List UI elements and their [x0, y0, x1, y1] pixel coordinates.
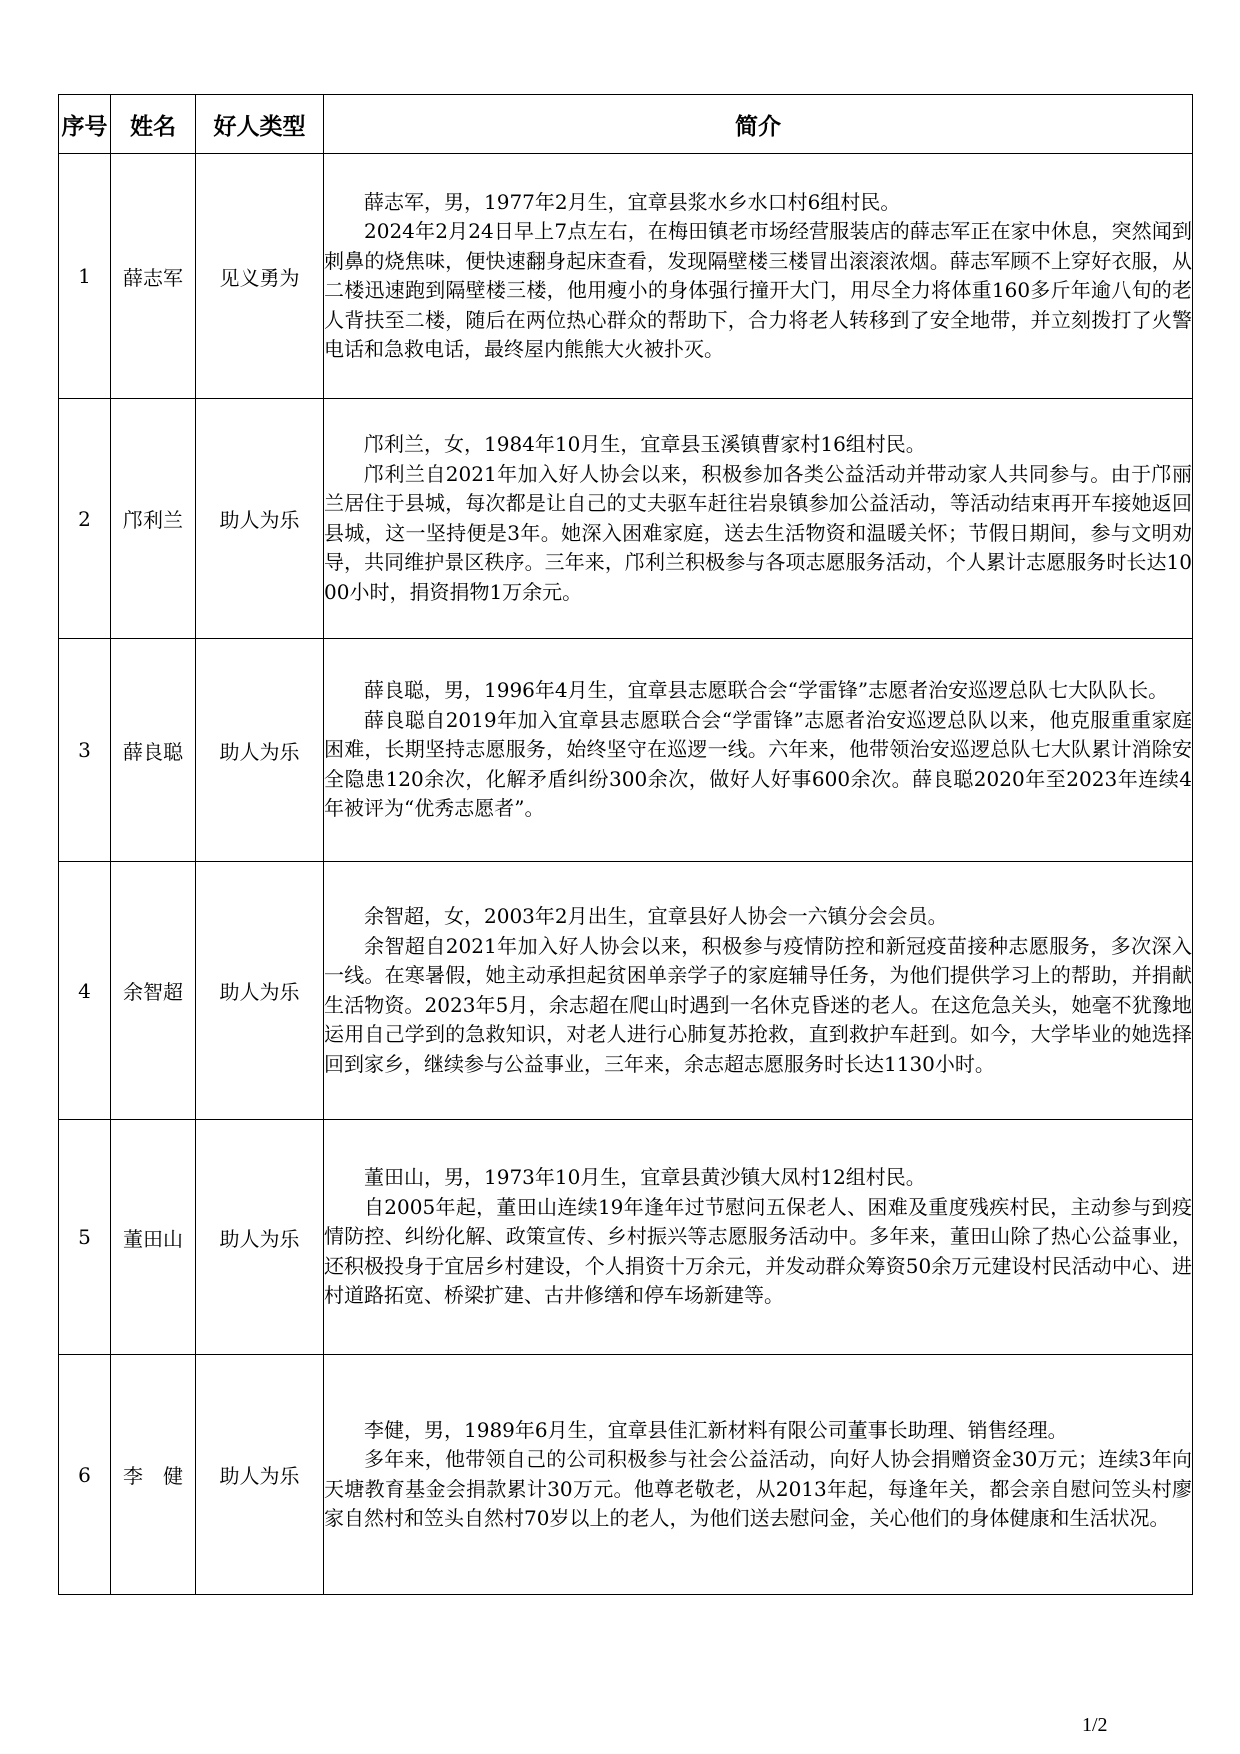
bio-paragraph: 薛良聪，男，1996年4月生，宜章县志愿联合会“学雷锋”志愿者治安巡逻总队七大队队长。 [364, 678, 1169, 703]
header-name: 姓名 [111, 95, 196, 154]
bio-paragraph: 多年来，他带领自己的公司积极参与社会公益活动，向好人协会捐赠资金30万元；连续3年向天塘教育基金会捐款累计30万元。他尊老敬老，从2013年起，每逢年关，都会亲自慰问笠头村廖家自然村和笠头自然村70岁以上的老人，为他们送去慰问金，关心他们的身体健康和生活状况。 [324, 1447, 1192, 1530]
bio-paragraph: 邝利兰自2021年加入好人协会以来，积极参加各类公益活动并带动家人共同参与。由于邝丽兰居住于县城，每次都是让自己的丈夫驱车赶往岩泉镇参加公益活动，等活动结束再开车接她返回县城，这一坚持便是3年。她深入困难家庭，送去生活物资和温暖关怀；节假日期间，参与文明劝导，共同维护景区秩序。三年来，邝利兰积极参与各项志愿服务活动，个人累计志愿服务时长达1000小时，捐资捐物1万余元。 [324, 461, 1192, 604]
row-type: 助人为乐 [196, 862, 324, 1120]
table-row [59, 639, 1193, 862]
bio-paragraph: 邝利兰，女，1984年10月生，宜章县玉溪镇曹家村16组村民。 [364, 432, 926, 456]
bio-paragraph: 薛志军，男，1977年2月生，宜章县浆水乡水口村6组村民。 [364, 189, 901, 214]
row-name: 薛志军 [111, 154, 196, 399]
table-row [59, 1355, 1193, 1595]
bio-paragraph: 薛良聪自2019年加入宜章县志愿联合会“学雷锋”志愿者治安巡逻总队以来，他克服重重家庭困难，长期坚持志愿服务，始终坚守在巡逻一线。六年来，他带领治安巡逻总队七大队累计消除安全隐患120余次，化解矛盾纠纷300余次，做好人好事600余次。薛良聪2020年至2023年连续4年被评为“优秀志愿者”。 [324, 707, 1192, 821]
row-name: 李 健 [111, 1355, 196, 1595]
header-bio: 简介 [324, 95, 1193, 154]
row-name: 邝利兰 [111, 399, 196, 639]
row-index: 1 [59, 154, 111, 399]
row-index: 5 [59, 1120, 111, 1355]
page-number: 1/2 [1082, 1714, 1108, 1736]
bio-paragraph: 自2005年起，董田山连续19年逢年过节慰问五保老人、困难及重度残疾村民，主动参与到疫情防控、纠纷化解、政策宣传、乡村振兴等志愿服务活动中。多年来，董田山除了热心公益事业，还积极投身于宜居乡村建设，个人捐资十万余元，并发动群众筹资50余万元建设村民活动中心、进村道路拓宽、桥梁扩建、古井修缮和停车场新建等。 [324, 1194, 1192, 1308]
row-index: 3 [59, 639, 111, 862]
row-index: 4 [59, 862, 111, 1120]
row-type: 助人为乐 [196, 1355, 324, 1595]
bio-paragraph: 董田山，男，1973年10月生，宜章县黄沙镇大凤村12组村民。 [364, 1165, 926, 1190]
row-bio [324, 862, 1193, 1120]
row-bio [324, 1120, 1193, 1355]
roster-table [58, 94, 1193, 1595]
row-bio [324, 639, 1193, 862]
row-bio [324, 399, 1193, 639]
bio-paragraph: 李健，男，1989年6月生，宜章县佳汇新材料有限公司董事长助理、销售经理。 [364, 1417, 1068, 1442]
row-type: 见义勇为 [196, 154, 324, 399]
bio-paragraph: 余智超自2021年加入好人协会以来，积极参与疫情防控和新冠疫苗接种志愿服务，多次深入一线。在寒暑假，她主动承担起贫困单亲学子的家庭辅导任务，为他们提供学习上的帮助，并捐献生活物资。2023年5月，余志超在爬山时遇到一名休克昏迷的老人。在这危急关头，她毫不犹豫地运用自己学到的急救知识，对老人进行心肺复苏抢救，直到救护车赶到。如今，大学毕业的她选择回到家乡，继续参与公益事业，三年来，余志超志愿服务时长达1130小时。 [324, 933, 1192, 1076]
row-type: 助人为乐 [196, 639, 324, 862]
header-row [59, 95, 1193, 154]
row-index: 2 [59, 399, 111, 639]
row-name: 余智超 [111, 862, 196, 1120]
row-bio [324, 154, 1193, 399]
table-row [59, 399, 1193, 639]
row-name: 薛良聪 [111, 639, 196, 862]
table-row [59, 1120, 1193, 1355]
header-type: 好人类型 [196, 95, 324, 154]
row-bio [324, 1355, 1193, 1595]
bio-paragraph: 余智超，女，2003年2月出生，宜章县好人协会一六镇分会会员。 [364, 904, 948, 928]
row-index: 6 [59, 1355, 111, 1595]
bio-paragraph: 2024年2月24日早上7点左右，在梅田镇老市场经营服装店的薛志军正在家中休息，突然闻到刺鼻的烧焦味，便快速翻身起床查看，发现隔壁楼三楼冒出滚滚浓烟。薛志军顾不上穿好衣服，从二楼迅速跑到隔壁楼三楼，他用瘦小的身体强行撞开大门，用尽全力将体重160多斤年逾八旬的老人背扶至二楼，随后在两位热心群众的帮助下，合力将老人转移到了安全地带，并立刻拨打了火警电话和急救电话，最终屋内熊熊大火被扑灭。 [324, 219, 1192, 361]
header-index: 序号 [59, 95, 111, 154]
row-name: 董田山 [111, 1120, 196, 1355]
row-type: 助人为乐 [196, 1120, 324, 1355]
row-type: 助人为乐 [196, 399, 324, 639]
table-row [59, 154, 1193, 399]
table-row [59, 862, 1193, 1120]
